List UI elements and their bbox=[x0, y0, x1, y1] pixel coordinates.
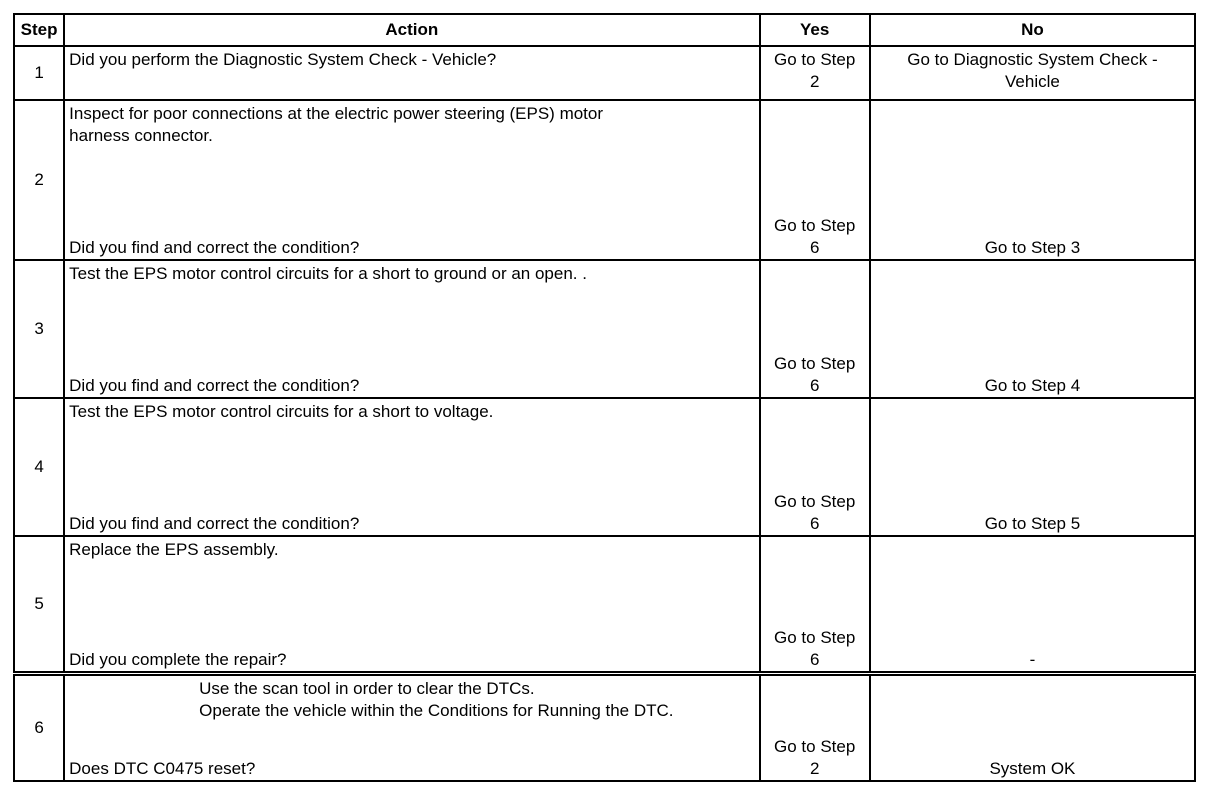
step-number: 4 bbox=[14, 398, 64, 536]
action-question: Did you find and correct the condition? bbox=[69, 514, 360, 533]
action-cell bbox=[64, 536, 759, 674]
action-instruction: Test the EPS motor control circuits for a short to ground or an open. . bbox=[69, 264, 587, 283]
action-cell bbox=[64, 46, 759, 100]
yes-answer: Go to Step 6 bbox=[774, 216, 856, 257]
no-answer: Go to Diagnostic System Check - Vehicle bbox=[907, 50, 1158, 91]
step-number: 1 bbox=[14, 46, 64, 100]
action-instruction: Use the scan tool in order to clear the DTCs. Operate the vehicle within the Conditions for Running the DTC. bbox=[199, 679, 674, 720]
action-question: Did you complete the repair? bbox=[69, 650, 287, 669]
yes-cell bbox=[760, 46, 870, 100]
no-cell bbox=[870, 398, 1195, 536]
header-no: No bbox=[870, 14, 1195, 46]
no-cell bbox=[870, 100, 1195, 260]
no-cell bbox=[870, 536, 1195, 674]
yes-cell bbox=[760, 100, 870, 260]
table-row bbox=[14, 398, 1195, 536]
yes-answer: Go to Step 2 bbox=[774, 737, 856, 778]
step-number: 6 bbox=[14, 674, 64, 782]
step-number: 2 bbox=[14, 100, 64, 260]
action-instruction: Inspect for poor connections at the electric power steering (EPS) motor harness connector. bbox=[69, 104, 604, 145]
table-row bbox=[14, 46, 1195, 100]
header-yes: Yes bbox=[760, 14, 870, 46]
table-row bbox=[14, 260, 1195, 398]
action-cell bbox=[64, 674, 759, 782]
no-cell bbox=[870, 260, 1195, 398]
action-instruction: Did you perform the Diagnostic System Check - Vehicle? bbox=[69, 50, 497, 69]
diagnostic-table bbox=[13, 13, 1196, 782]
action-question: Does DTC C0475 reset? bbox=[69, 759, 256, 778]
table-row bbox=[14, 536, 1195, 674]
action-cell bbox=[64, 260, 759, 398]
action-instruction: Replace the EPS assembly. bbox=[69, 540, 279, 559]
yes-answer: Go to Step 2 bbox=[774, 50, 856, 91]
no-cell bbox=[870, 46, 1195, 100]
no-answer: Go to Step 5 bbox=[984, 514, 1081, 533]
action-question: Did you find and correct the condition? bbox=[69, 376, 360, 395]
yes-cell bbox=[760, 536, 870, 674]
action-cell bbox=[64, 100, 759, 260]
action-instruction: Test the EPS motor control circuits for a short to voltage. bbox=[69, 402, 494, 421]
action-cell bbox=[64, 398, 759, 536]
no-cell bbox=[870, 674, 1195, 782]
action-question: Did you find and correct the condition? bbox=[69, 238, 360, 257]
yes-cell bbox=[760, 398, 870, 536]
table-row bbox=[14, 674, 1195, 782]
step-number: 3 bbox=[14, 260, 64, 398]
no-answer: Go to Step 4 bbox=[984, 376, 1081, 395]
table-header-row bbox=[14, 14, 1195, 46]
yes-answer: Go to Step 6 bbox=[774, 628, 856, 669]
yes-answer: Go to Step 6 bbox=[774, 492, 856, 533]
no-answer: - bbox=[1029, 650, 1036, 669]
step-number: 5 bbox=[14, 536, 64, 674]
yes-cell bbox=[760, 674, 870, 782]
no-answer: Go to Step 3 bbox=[984, 238, 1081, 257]
no-answer: System OK bbox=[989, 759, 1076, 778]
yes-cell bbox=[760, 260, 870, 398]
header-step: Step bbox=[14, 14, 64, 46]
table-row bbox=[14, 100, 1195, 260]
header-action: Action bbox=[64, 14, 759, 46]
yes-answer: Go to Step 6 bbox=[774, 354, 856, 395]
